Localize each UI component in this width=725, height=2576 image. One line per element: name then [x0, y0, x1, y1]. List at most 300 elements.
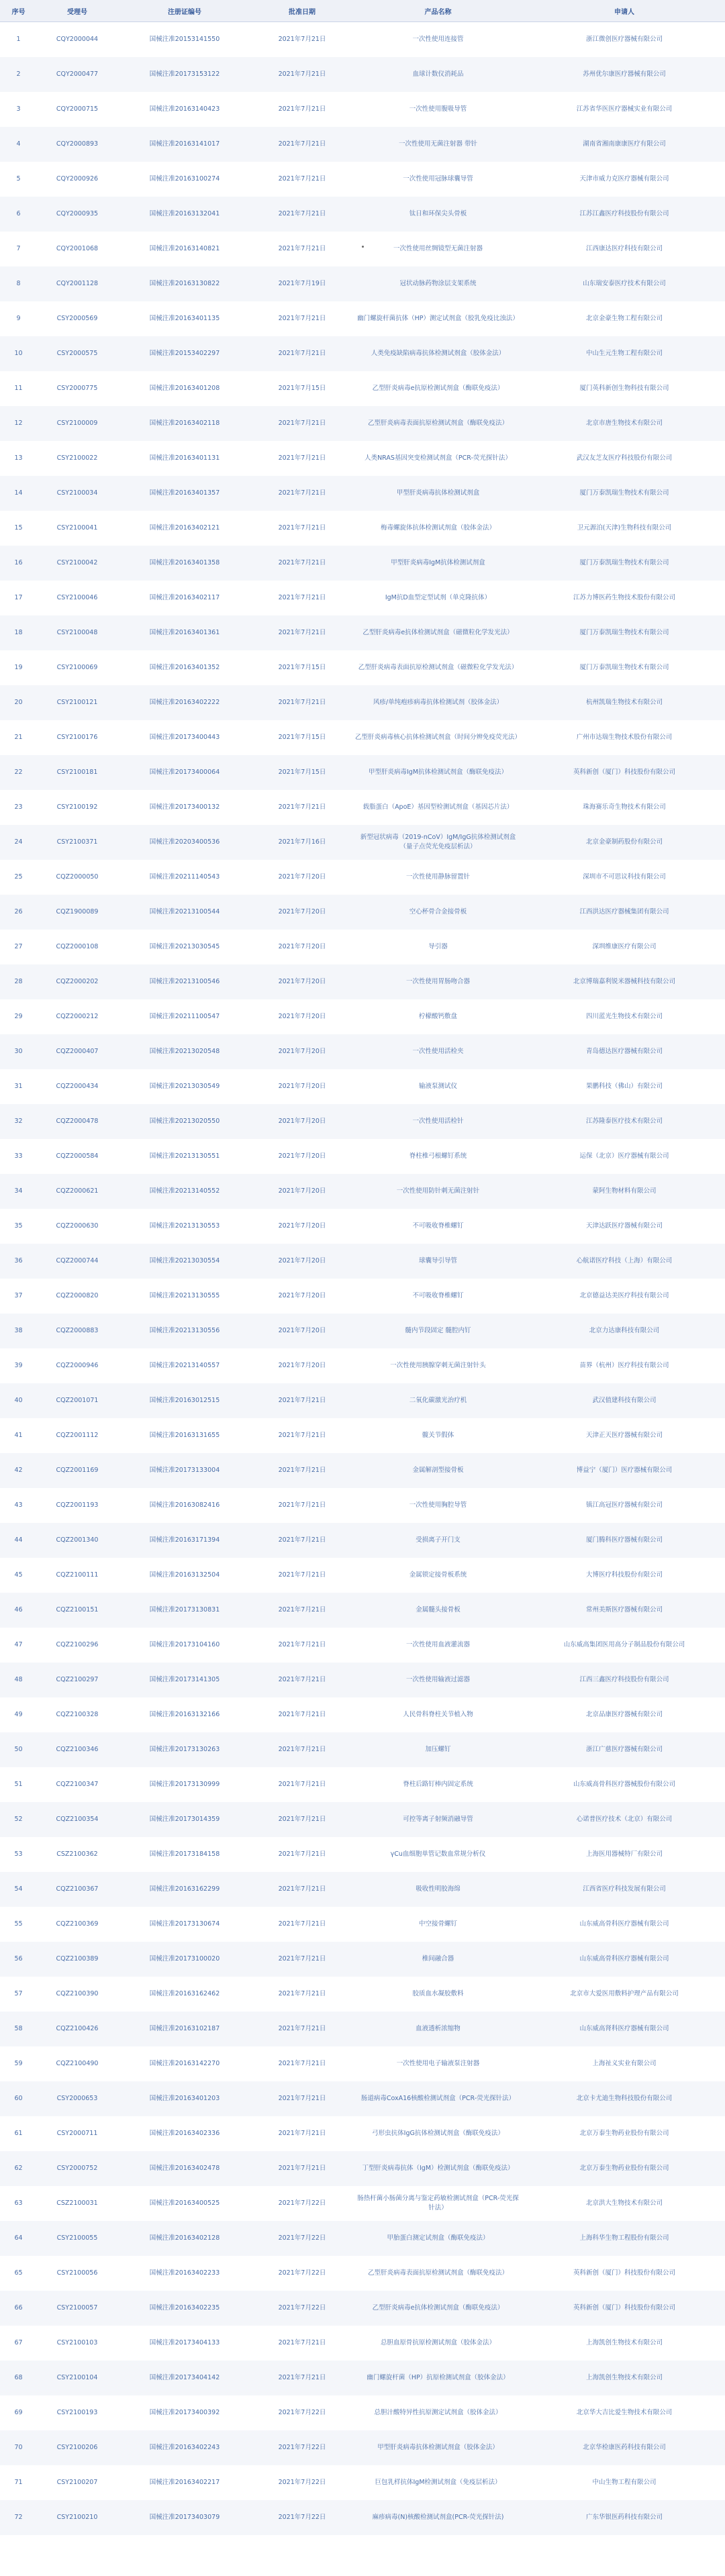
cell-product-name: 中空接骨螺钉 — [352, 1907, 524, 1942]
cell-acceptance-no: CSY2100034 — [37, 476, 117, 511]
cell-approval-date: 2021年7月21日 — [252, 1453, 352, 1488]
cell-index: 17 — [0, 581, 37, 615]
cell-applicant: 苏州优尔康医疗器械有限公司 — [524, 57, 725, 92]
cell-index: 38 — [0, 1314, 37, 1348]
cell-acceptance-no: CQZ2100296 — [37, 1628, 117, 1663]
table-row — [0, 755, 725, 790]
table-row — [0, 1628, 725, 1663]
cell-acceptance-no: CQZ2100389 — [37, 1942, 117, 1977]
cell-index: 15 — [0, 511, 37, 546]
cell-approval-date: 2021年7月19日 — [252, 266, 352, 301]
cell-product-name: γCu血细胞单管记数血常规分析仪 — [352, 1837, 524, 1872]
cell-applicant: 北京卡尤迪生物科技股份有限公司 — [524, 2081, 725, 2116]
cell-applicant: 武汉值建科技有限公司 — [524, 1383, 725, 1418]
cell-acceptance-no: CSY2100210 — [37, 2500, 117, 2535]
cell-applicant: 中山生元生物工程有限公司 — [524, 336, 725, 371]
cell-applicant: 山东威高骨科医疗器械股份有限公司 — [524, 1767, 725, 1802]
cell-acceptance-no: CQZ2000584 — [37, 1139, 117, 1174]
cell-acceptance-no: CQY2000715 — [37, 92, 117, 127]
cell-approval-date: 2021年7月21日 — [252, 1593, 352, 1628]
cell-applicant: 北京德益达美医疗科技有限公司 — [524, 1279, 725, 1314]
table-row — [0, 964, 725, 999]
table-row — [0, 720, 725, 755]
cell-registration-no: 国械注准20163132041 — [117, 197, 252, 232]
cell-acceptance-no: CQY2000935 — [37, 197, 117, 232]
table-row — [0, 1837, 725, 1872]
cell-index: 33 — [0, 1139, 37, 1174]
cell-applicant: 山东威高肾科医疗器械有限公司 — [524, 2012, 725, 2046]
cell-approval-date: 2021年7月21日 — [252, 476, 352, 511]
cell-registration-no: 国械注准20173153122 — [117, 57, 252, 92]
cell-applicant: 湖南省湘南康康医疗有限公司 — [524, 127, 725, 162]
cell-registration-no: 国械注准20153402297 — [117, 336, 252, 371]
table-row — [0, 546, 725, 581]
cell-index: 20 — [0, 685, 37, 720]
cell-registration-no: 国械注准20163141017 — [117, 127, 252, 162]
table-row — [0, 2361, 725, 2395]
cell-acceptance-no: CSY2100041 — [37, 511, 117, 546]
table-row — [0, 511, 725, 546]
cell-registration-no: 国械注准20163402478 — [117, 2151, 252, 2186]
cell-index: 65 — [0, 2256, 37, 2291]
table-row — [0, 2395, 725, 2430]
cell-applicant: 上海凯创生物技术有限公司 — [524, 2361, 725, 2395]
table-row — [0, 930, 725, 964]
table-header — [0, 0, 725, 22]
cell-acceptance-no: CQZ1900089 — [37, 895, 117, 930]
cell-registration-no: 国械注准20163402118 — [117, 406, 252, 441]
cell-acceptance-no: CQY2000044 — [37, 22, 117, 58]
cell-registration-no: 国械注准20163082416 — [117, 1488, 252, 1523]
cell-registration-no: 国械注准20153141550 — [117, 22, 252, 58]
cell-index: 71 — [0, 2465, 37, 2500]
cell-registration-no: 国械注准20163402235 — [117, 2291, 252, 2326]
cell-registration-no: 国械注准20173404133 — [117, 2326, 252, 2361]
cell-index: 59 — [0, 2046, 37, 2081]
cell-product-name: 一次性使用胃肠吻合器 — [352, 964, 524, 999]
table-row — [0, 57, 725, 92]
table-row — [0, 92, 725, 127]
cell-registration-no: 国械注准20213130553 — [117, 1209, 252, 1244]
cell-applicant: 常州美斯医疗器械有限公司 — [524, 1593, 725, 1628]
cell-applicant: 英科新创（厦门）科技股份有限公司 — [524, 755, 725, 790]
cell-product-name: 导引器 — [352, 930, 524, 964]
cell-acceptance-no: CQZ2100367 — [37, 1872, 117, 1907]
cell-product-name: 丁型肝炎病毒抗体（IgM）检测试剂盒（酶联免疫法） — [352, 2151, 524, 2186]
cell-product-name: 金属锁定接骨板系统 — [352, 1558, 524, 1593]
table-row — [0, 999, 725, 1034]
cell-product-name: 乙型肝炎病毒e抗体检测试剂盒（酶联免疫法） — [352, 2291, 524, 2326]
cell-approval-date: 2021年7月21日 — [252, 2081, 352, 2116]
cell-applicant: 北京洪大生物技术有限公司 — [524, 2186, 725, 2221]
cell-approval-date: 2021年7月20日 — [252, 1209, 352, 1244]
table-row — [0, 197, 725, 232]
cell-product-name: 金属解剖型接骨板 — [352, 1453, 524, 1488]
table-row — [0, 476, 725, 511]
cell-approval-date: 2021年7月15日 — [252, 720, 352, 755]
cell-acceptance-no: CQZ2000050 — [37, 860, 117, 895]
cell-acceptance-no: CQZ2100490 — [37, 2046, 117, 2081]
cell-product-name: 甲型肝炎病毒IgM抗体检测试剂盒 — [352, 546, 524, 581]
cell-product-name: 乙型肝炎病毒表面抗原检测试剂盒（酶联免疫法） — [352, 406, 524, 441]
table-row — [0, 2221, 725, 2256]
table-row — [0, 2465, 725, 2500]
cell-product-name: 脊柱椎弓根螺钉系统 — [352, 1139, 524, 1174]
cell-registration-no: 国械注准20163012515 — [117, 1383, 252, 1418]
cell-index: 11 — [0, 371, 37, 406]
cell-registration-no: 国械注准20173104160 — [117, 1628, 252, 1663]
cell-acceptance-no: CQZ2000212 — [37, 999, 117, 1034]
cell-registration-no: 国械注准20163401352 — [117, 650, 252, 685]
cell-product-name: 肠道病毒CoxA16核酸检测试剂盒（PCR-荧光探针法） — [352, 2081, 524, 2116]
cell-index: 21 — [0, 720, 37, 755]
table-row — [0, 2012, 725, 2046]
cell-acceptance-no: CSY2100042 — [37, 546, 117, 581]
cell-product-name: 一次性使用胸腔导管 — [352, 1488, 524, 1523]
cell-registration-no: 国械注准20163140821 — [117, 232, 252, 266]
cell-applicant: 厦门腾科医疗器械有限公司 — [524, 1523, 725, 1558]
cell-acceptance-no: CQZ2000202 — [37, 964, 117, 999]
cell-acceptance-no: CQZ2100369 — [37, 1907, 117, 1942]
cell-product-name: 人民骨科脊柱关节植入物 — [352, 1697, 524, 1732]
table-row — [0, 1209, 725, 1244]
cell-approval-date: 2021年7月22日 — [252, 2430, 352, 2465]
cell-product-name: 梅毒螺旋体抗体检测试剂盒（胶体金法） — [352, 511, 524, 546]
cell-acceptance-no: CSY2100046 — [37, 581, 117, 615]
table-row — [0, 2256, 725, 2291]
cell-registration-no: 国械注准20173014359 — [117, 1802, 252, 1837]
cell-approval-date: 2021年7月21日 — [252, 1697, 352, 1732]
table-row — [0, 2430, 725, 2465]
cell-acceptance-no: CQZ2000621 — [37, 1174, 117, 1209]
cell-product-name: 总胆汁酸特异性抗原测定试剂盒（胶体金法） — [352, 2395, 524, 2430]
table-row — [0, 685, 725, 720]
cell-approval-date: 2021年7月20日 — [252, 895, 352, 930]
table-row — [0, 2326, 725, 2361]
cell-acceptance-no: CSY2100022 — [37, 441, 117, 476]
cell-product-name: 一次性使用静脉留置针 — [352, 860, 524, 895]
cell-product-name: 风疹/单纯疱疹病毒抗体检测试剂（胶体金法） — [352, 685, 524, 720]
table-row — [0, 232, 725, 266]
cell-product-name: 一次性使用活检针 — [352, 1104, 524, 1139]
cell-product-name: 一次性使用冠脉球囊导管 — [352, 162, 524, 197]
cell-index: 22 — [0, 755, 37, 790]
cell-approval-date: 2021年7月22日 — [252, 2291, 352, 2326]
table-row — [0, 1174, 725, 1209]
cell-applicant: 珠海赛乐奇生物技术有限公司 — [524, 790, 725, 825]
cell-product-name: 载脂蛋白（ApoE）基因型检测试剂盒（基因芯片法） — [352, 790, 524, 825]
table-row — [0, 266, 725, 301]
cell-applicant: 山东威高集团医用高分子制品股份有限公司 — [524, 1628, 725, 1663]
cell-applicant: 厦门万泰凯瑞生物技术有限公司 — [524, 615, 725, 650]
cell-registration-no: 国械注准20163402121 — [117, 511, 252, 546]
table-row — [0, 1942, 725, 1977]
cell-product-name: 巨包乳样抗体IgM检测试剂盒（免疫层析法） — [352, 2465, 524, 2500]
table-body — [0, 22, 725, 2536]
cell-acceptance-no: CQZ2001112 — [37, 1418, 117, 1453]
cell-index: 31 — [0, 1069, 37, 1104]
stray-dot — [362, 246, 364, 248]
cell-index: 7 — [0, 232, 37, 266]
table-row — [0, 1348, 725, 1383]
cell-applicant: 北京市大爱医用敷料护理产品有限公司 — [524, 1977, 725, 2012]
cell-index: 41 — [0, 1418, 37, 1453]
cell-product-name: 吸收性明胶海绵 — [352, 1872, 524, 1907]
cell-product-name: 球囊导引导管 — [352, 1244, 524, 1279]
cell-approval-date: 2021年7月20日 — [252, 1034, 352, 1069]
cell-acceptance-no: CQZ2001193 — [37, 1488, 117, 1523]
table-row — [0, 406, 725, 441]
cell-index: 39 — [0, 1348, 37, 1383]
table-row — [0, 1732, 725, 1767]
cell-product-name: 乙型肝炎病毒e抗原检测试剂盒（酶联免疫法） — [352, 371, 524, 406]
cell-applicant: 天津正天医疗器械有限公司 — [524, 1418, 725, 1453]
cell-applicant: 运保（北京）医疗器械有限公司 — [524, 1139, 725, 1174]
cell-registration-no: 国械注准20203400536 — [117, 825, 252, 860]
cell-index: 8 — [0, 266, 37, 301]
table-row — [0, 1907, 725, 1942]
cell-product-name: 钛日和环保尖头骨板 — [352, 197, 524, 232]
cell-applicant: 北京华大吉比爱生物技术有限公司 — [524, 2395, 725, 2430]
cell-acceptance-no: CSY2100193 — [37, 2395, 117, 2430]
cell-acceptance-no: CQZ2100111 — [37, 1558, 117, 1593]
cell-acceptance-no: CQY2000893 — [37, 127, 117, 162]
cell-applicant: 上海科华生物工程股份有限公司 — [524, 2221, 725, 2256]
cell-approval-date: 2021年7月15日 — [252, 650, 352, 685]
cell-acceptance-no: CQY2000477 — [37, 57, 117, 92]
header-index: 序号 — [0, 0, 37, 22]
cell-acceptance-no: CQZ2100390 — [37, 1977, 117, 2012]
cell-product-name: 胶质血水凝胶敷料 — [352, 1977, 524, 2012]
cell-acceptance-no: CQZ2000434 — [37, 1069, 117, 1104]
cell-index: 35 — [0, 1209, 37, 1244]
cell-applicant: 心诺普医疗技术（北京）有限公司 — [524, 1802, 725, 1837]
cell-approval-date: 2021年7月20日 — [252, 1139, 352, 1174]
cell-product-name: 椎间融合器 — [352, 1942, 524, 1977]
table-row — [0, 1767, 725, 1802]
cell-registration-no: 国械注准20163401131 — [117, 441, 252, 476]
cell-applicant: 厦门英科新创生物科技有限公司 — [524, 371, 725, 406]
cell-acceptance-no: CSZ2100362 — [37, 1837, 117, 1872]
cell-applicant: 英科新创（厦门）科技股份有限公司 — [524, 2256, 725, 2291]
table-row — [0, 301, 725, 336]
cell-registration-no: 国械注准20173400443 — [117, 720, 252, 755]
cell-approval-date: 2021年7月22日 — [252, 2186, 352, 2221]
cell-applicant: 北京华检康医药科技有限公司 — [524, 2430, 725, 2465]
table-row — [0, 2046, 725, 2081]
cell-registration-no: 国械注准20163402117 — [117, 581, 252, 615]
cell-product-name: 一次性使用丝绸镜型无菌注射器 — [352, 232, 524, 266]
cell-product-name: 弓形虫抗体IgG抗体检测试剂盒（酶联免疫法） — [352, 2116, 524, 2151]
cell-index: 42 — [0, 1453, 37, 1488]
cell-approval-date: 2021年7月20日 — [252, 1314, 352, 1348]
cell-applicant: 北京金豪制药股份有限公司 — [524, 825, 725, 860]
cell-approval-date: 2021年7月21日 — [252, 1942, 352, 1977]
cell-product-name: 一次性使用无菌注射器 带针 — [352, 127, 524, 162]
cell-index: 4 — [0, 127, 37, 162]
cell-approval-date: 2021年7月21日 — [252, 1802, 352, 1837]
cell-registration-no: 国械注准20213100544 — [117, 895, 252, 930]
cell-acceptance-no: CSY2100069 — [37, 650, 117, 685]
cell-approval-date: 2021年7月21日 — [252, 1628, 352, 1663]
cell-approval-date: 2021年7月21日 — [252, 2116, 352, 2151]
cell-approval-date: 2021年7月21日 — [252, 22, 352, 58]
header-product-name: 产品名称 — [352, 0, 524, 22]
cell-registration-no: 国械注准20173130674 — [117, 1907, 252, 1942]
cell-approval-date: 2021年7月21日 — [252, 1663, 352, 1697]
cell-approval-date: 2021年7月21日 — [252, 197, 352, 232]
cell-registration-no: 国械注准20163102187 — [117, 2012, 252, 2046]
cell-applicant: 江苏江鑫医疗科技股份有限公司 — [524, 197, 725, 232]
cell-registration-no: 国械注准20173400064 — [117, 755, 252, 790]
cell-registration-no: 国械注准20211100547 — [117, 999, 252, 1034]
cell-product-name: 一次性使用连接管 — [352, 22, 524, 58]
cell-acceptance-no: CQZ2100328 — [37, 1697, 117, 1732]
cell-registration-no: 国械注准20173403079 — [117, 2500, 252, 2535]
table-row — [0, 1034, 725, 1069]
cell-registration-no: 国械注准20173141305 — [117, 1663, 252, 1697]
cell-applicant: 山东威高骨科医疗器械有限公司 — [524, 1907, 725, 1942]
table-row — [0, 2500, 725, 2535]
cell-approval-date: 2021年7月20日 — [252, 964, 352, 999]
cell-product-name: 人类NRAS基因突变检测试剂盒（PCR-荧光探针法） — [352, 441, 524, 476]
cell-approval-date: 2021年7月21日 — [252, 1872, 352, 1907]
cell-approval-date: 2021年7月21日 — [252, 685, 352, 720]
cell-applicant: 英科新创（厦门）科技股份有限公司 — [524, 2291, 725, 2326]
cell-approval-date: 2021年7月22日 — [252, 2500, 352, 2535]
cell-approval-date: 2021年7月22日 — [252, 2465, 352, 2500]
table-row — [0, 650, 725, 685]
cell-applicant: 北京博瑞嘉利锐米器械科技有限公司 — [524, 964, 725, 999]
cell-product-name: 人类免疫缺陷病毒抗体检测试剂盒（胶体金法） — [352, 336, 524, 371]
table-row — [0, 1697, 725, 1732]
cell-applicant: 广东华银医药科技有限公司 — [524, 2500, 725, 2535]
cell-applicant: 大博医疗科技股份有限公司 — [524, 1558, 725, 1593]
cell-registration-no: 国械注准20163401358 — [117, 546, 252, 581]
cell-index: 14 — [0, 476, 37, 511]
table-row — [0, 127, 725, 162]
cell-product-name: 新型冠状病毒（2019-nCoV）IgM/IgG抗体检测试剂盒（量子点荧光免疫层析法） — [352, 825, 524, 860]
cell-approval-date: 2021年7月21日 — [252, 441, 352, 476]
cell-applicant: 天津达跃医疗器械有限公司 — [524, 1209, 725, 1244]
table-row — [0, 790, 725, 825]
cell-acceptance-no: CSY2000752 — [37, 2151, 117, 2186]
cell-index: 72 — [0, 2500, 37, 2535]
table-row — [0, 1279, 725, 1314]
cell-product-name: 一次性使用腹吸导管 — [352, 92, 524, 127]
cell-approval-date: 2021年7月20日 — [252, 1244, 352, 1279]
cell-index: 25 — [0, 860, 37, 895]
table-row — [0, 860, 725, 895]
cell-registration-no: 国械注准20163402217 — [117, 2465, 252, 2500]
cell-index: 53 — [0, 1837, 37, 1872]
cell-acceptance-no: CQZ2000630 — [37, 1209, 117, 1244]
cell-acceptance-no: CSY2100057 — [37, 2291, 117, 2326]
cell-acceptance-no: CSY2100192 — [37, 790, 117, 825]
cell-applicant: 江西洪达医疗器械集团有限公司 — [524, 895, 725, 930]
cell-registration-no: 国械注准20163100274 — [117, 162, 252, 197]
cell-index: 68 — [0, 2361, 37, 2395]
cell-index: 64 — [0, 2221, 37, 2256]
cell-applicant: 山东威高骨科医疗器械有限公司 — [524, 1942, 725, 1977]
cell-applicant: 中山生物工程有限公司 — [524, 2465, 725, 2500]
cell-applicant: 北京力达康科技有限公司 — [524, 1314, 725, 1348]
cell-applicant: 心航诺医疗科技（上海）有限公司 — [524, 1244, 725, 1279]
cell-applicant: 江西三鑫医疗科技股份有限公司 — [524, 1663, 725, 1697]
cell-index: 30 — [0, 1034, 37, 1069]
cell-approval-date: 2021年7月20日 — [252, 930, 352, 964]
cell-product-name: 乙型肝炎病毒表面抗原检测试剂盒（磁微粒化学发光法） — [352, 650, 524, 685]
cell-registration-no: 国械注准20163142270 — [117, 2046, 252, 2081]
cell-acceptance-no: CQY2000926 — [37, 162, 117, 197]
cell-index: 45 — [0, 1558, 37, 1593]
cell-approval-date: 2021年7月21日 — [252, 1977, 352, 2012]
cell-registration-no: 国械注准20163132504 — [117, 1558, 252, 1593]
cell-product-name: 一次性使用胰腺穿刺无菌注射针头 — [352, 1348, 524, 1383]
cell-registration-no: 国械注准20163401135 — [117, 301, 252, 336]
cell-index: 10 — [0, 336, 37, 371]
cell-registration-no: 国械注准20173130831 — [117, 1593, 252, 1628]
cell-index: 9 — [0, 301, 37, 336]
table-row — [0, 1418, 725, 1453]
cell-index: 49 — [0, 1697, 37, 1732]
cell-index: 27 — [0, 930, 37, 964]
cell-approval-date: 2021年7月21日 — [252, 336, 352, 371]
cell-approval-date: 2021年7月22日 — [252, 2221, 352, 2256]
cell-approval-date: 2021年7月15日 — [252, 755, 352, 790]
cell-applicant: 武汉友芝友医疗科技股份有限公司 — [524, 441, 725, 476]
cell-applicant: 北京万泰生物药业股份有限公司 — [524, 2116, 725, 2151]
cell-acceptance-no: CSY2100206 — [37, 2430, 117, 2465]
cell-acceptance-no: CSY2100009 — [37, 406, 117, 441]
cell-applicant: 博益宁（厦门）医疗器械有限公司 — [524, 1453, 725, 1488]
cell-applicant: 厦门万泰凯瑞生物技术有限公司 — [524, 650, 725, 685]
table-row — [0, 1977, 725, 2012]
cell-product-name: IgM抗D血型定型试剂（单克隆抗体） — [352, 581, 524, 615]
cell-acceptance-no: CQZ2100347 — [37, 1767, 117, 1802]
cell-acceptance-no: CQZ2000883 — [37, 1314, 117, 1348]
cell-registration-no: 国械注准20163402233 — [117, 2256, 252, 2291]
cell-index: 12 — [0, 406, 37, 441]
cell-index: 32 — [0, 1104, 37, 1139]
cell-acceptance-no: CQY2001068 — [37, 232, 117, 266]
cell-product-name: 加压螺钉 — [352, 1732, 524, 1767]
cell-product-name: 甲胎蛋白测定试剂盒（酶联免疫法） — [352, 2221, 524, 2256]
cell-approval-date: 2021年7月21日 — [252, 1488, 352, 1523]
cell-approval-date: 2021年7月21日 — [252, 1837, 352, 1872]
cell-applicant: 山东瑞安泰医疗技术有限公司 — [524, 266, 725, 301]
cell-product-name: 一次性使用电子输液泵注射器 — [352, 2046, 524, 2081]
cell-approval-date: 2021年7月21日 — [252, 127, 352, 162]
cell-registration-no: 国械注准20163401361 — [117, 615, 252, 650]
cell-acceptance-no: CQZ2001340 — [37, 1523, 117, 1558]
cell-index: 13 — [0, 441, 37, 476]
cell-product-name: 血球计数仪消耗品 — [352, 57, 524, 92]
cell-applicant: 青岛德达医疗器械有限公司 — [524, 1034, 725, 1069]
header-applicant: 申请人 — [524, 0, 725, 22]
table-row — [0, 1802, 725, 1837]
cell-applicant: 四川蓝光生物技术有限公司 — [524, 999, 725, 1034]
cell-acceptance-no: CSY2100121 — [37, 685, 117, 720]
cell-approval-date: 2021年7月21日 — [252, 1767, 352, 1802]
cell-index: 51 — [0, 1767, 37, 1802]
cell-acceptance-no: CQZ2000744 — [37, 1244, 117, 1279]
table-row — [0, 1244, 725, 1279]
header-approval-date: 批准日期 — [252, 0, 352, 22]
cell-index: 1 — [0, 22, 37, 58]
cell-index: 40 — [0, 1383, 37, 1418]
cell-registration-no: 国械注准20173400132 — [117, 790, 252, 825]
